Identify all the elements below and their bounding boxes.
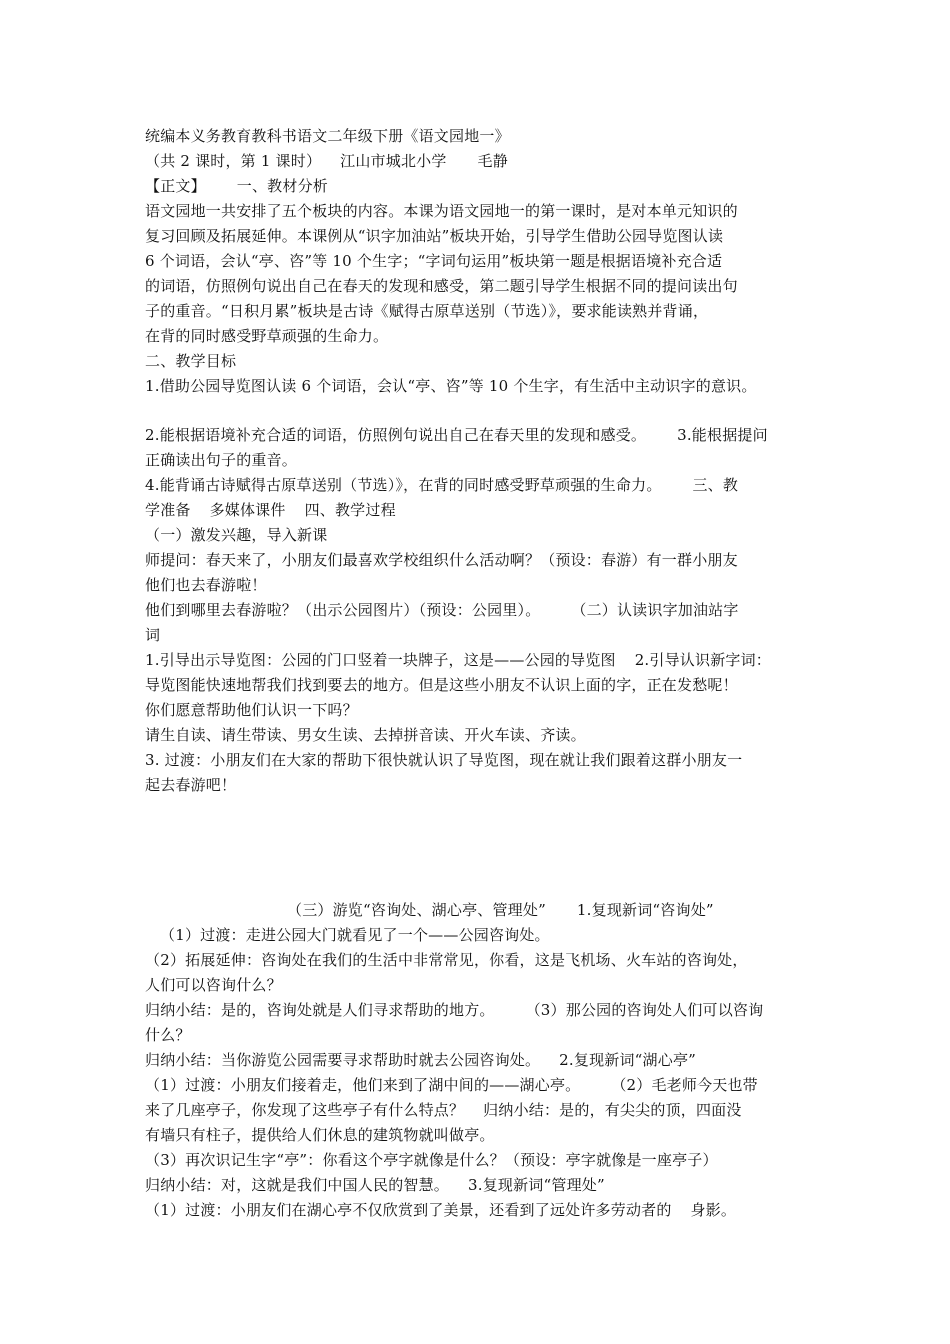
part-2-title: （二）认读识字加油站字	[571, 601, 739, 619]
part-3-summary-1: 归纳小结：是的，咨询处就是人们寻求帮助的地方。	[145, 1001, 495, 1019]
part-2-step-3-cont: 起去春游吧！	[145, 776, 237, 794]
part-2-step-2: 2.引导认识新字词：	[634, 651, 771, 669]
part-3-summary-2-line	[145, 1048, 696, 1072]
part-2-step-1-line	[145, 648, 771, 672]
section-2-title: 二、教学目标	[145, 352, 237, 370]
part-3-summary-3-line	[145, 1173, 605, 1197]
part-3-step-5: （2）毛老师今天也带	[611, 1076, 758, 1094]
part-3-summary-1-line	[145, 998, 763, 1022]
part-3-word-3: 3.复现新词“管理处”	[467, 1176, 605, 1194]
doc-title	[145, 124, 510, 148]
part-3-step-4: （1）过渡：小朋友们接着走，他们来到了湖中间的——湖心亭。	[145, 1076, 581, 1094]
part-3-step-3: （3）那公园的咨询处人们可以咨询	[525, 1001, 764, 1019]
part-3-title: （三）游览“咨询处、湖心亭、管理处”	[287, 901, 546, 919]
part-3-step-7-line	[145, 1198, 736, 1222]
analysis-line: 在背的同时感受野草顽强的生命力。	[145, 327, 389, 345]
meta-school: 江山市城北小学	[340, 152, 447, 170]
part-3-title-line	[287, 898, 714, 922]
goal-2: 2.能根据语境补充合适的词语，仿照例句说出自己在春天里的发现和感受。	[145, 426, 647, 444]
analysis-line: 的词语，仿照例句说出自己在春天的发现和感受，第二题引导学生根据不同的提问读出句	[145, 277, 738, 295]
body-header	[145, 174, 328, 198]
part-2-step-2-cont: 你们愿意帮助他们认识一下吗？	[145, 701, 358, 719]
part-3-step-4-line	[145, 1073, 758, 1097]
goal-1: 1.借助公园导览图认读 6 个词语，会认“亭、咨”等 10 个生字，有生活中主动识字的意识。	[145, 377, 757, 395]
section-3-title: 三、教	[692, 476, 739, 494]
part-2-step-3: 3. 过渡：小朋友们在大家的帮助下很快就认识了导览图，现在就让我们跟着这群小朋友一	[145, 751, 743, 769]
part-3-step-3-cont: 什么？	[145, 1026, 191, 1044]
analysis-line: 语文园地一共安排了五个板块的内容。本课为语文园地一的第一课时，是对本单元知识的	[145, 202, 738, 220]
part-3-summary-3: 归纳小结：对，这就是我们中国人民的智慧。	[145, 1176, 450, 1194]
part-3-step-7: （1）过渡：小朋友们在湖心亭不仅欣赏到了美景，还看到了远处许多劳动者的	[145, 1201, 672, 1219]
part-3-step-5-cont: 来了几座亭子，你发现了这些亭子有什么特点？	[145, 1101, 465, 1119]
prep-text: 多媒体课件	[209, 501, 286, 519]
goal-4: 4.能背诵古诗赋得古原草送别（节选）》，在背的同时感受野草顽强的生命力。	[145, 476, 662, 494]
part-3-word-1: 1.复现新词“咨询处”	[576, 901, 714, 919]
part-3-summary-3a: 归纳小结：是的，有尖尖的顶，四面没	[483, 1101, 742, 1119]
goal-3-cont: 正确读出句子的重音。	[145, 451, 298, 469]
analysis-line: 复习回顾及拓展延伸。本课例从“识字加油站”板块开始，引导学生借助公园导览图认读	[145, 227, 724, 245]
part-2-step-1: 1.引导出示导览图：公园的门口竖着一块牌子，这是——公园的导览图	[145, 651, 616, 669]
part-2-title-cont: 词	[145, 626, 161, 644]
meta-period: （共 2 课时，第 1 课时）	[145, 152, 322, 170]
part-3-step-1: （1）过渡：走进公园大门就看见了一个——公园咨询处。	[160, 926, 550, 944]
part-3-step-7-cont: 身影。	[690, 1201, 737, 1219]
goal-3: 3.能根据提问	[677, 426, 768, 444]
part-3-step-6: （3）再次识记生字“亭”：你看这个亭字就像是什么？（预设：亭字就像是一座亭子）	[145, 1151, 718, 1169]
part-3-step-2: （2）拓展延伸：咨询处在我们的生活中非常常见，你看，这是飞机场、火车站的咨询处，	[145, 951, 748, 969]
prep-line	[145, 498, 396, 522]
goal-2-line	[145, 423, 768, 447]
title-text: 统编本义务教育教科书语文二年级下册《语文园地一》	[145, 127, 510, 145]
part-2-reading: 请生自读、请生带读、男女生读、去掉拼音读、开火车读、齐读。	[145, 726, 586, 744]
doc-meta	[145, 149, 508, 173]
analysis-line: 6 个词语，会认“亭、咨”等 10 个生字；“字词句运用”板块第一题是根据语境补充合适	[145, 252, 723, 270]
part-3-summary-3a-cont: 有墙只有柱子，提供给人们休息的建筑物就叫做亭。	[145, 1126, 495, 1144]
section-1-title: 一、教材分析	[236, 177, 328, 195]
part-1-q2-line	[145, 598, 739, 622]
part-3-word-2: 2.复现新词“湖心亭”	[559, 1051, 697, 1069]
part-1-question-2: 他们到哪里去春游啦？（出示公园图片）（预设：公园里）。	[145, 601, 541, 619]
part-3-step-5-cont-line	[145, 1098, 742, 1122]
body-label: 【正文】	[145, 177, 206, 195]
part-1-question-cont: 他们也去春游啦！	[145, 576, 267, 594]
section-4-title: 四、教学过程	[304, 501, 396, 519]
meta-author: 毛静	[477, 152, 508, 170]
part-2-step-2-cont: 导览图能快速地帮我们找到要去的地方。但是这些小朋友不认识上面的字，正在发愁呢！	[145, 676, 738, 694]
section-3-title-cont: 学准备	[145, 501, 191, 519]
analysis-line: 子的重音。“日积月累”板块是古诗《赋得古原草送别（节选）》，要求能读熟并背诵，	[145, 302, 709, 320]
part-1-title: （一）激发兴趣，导入新课	[145, 526, 328, 544]
goal-4-line	[145, 473, 738, 497]
part-1-question: 师提问：春天来了，小朋友们最喜欢学校组织什么活动啊？（预设：春游）有一群小朋友	[145, 551, 738, 569]
part-3-step-2-cont: 人们可以咨询什么？	[145, 976, 282, 994]
part-3-summary-2: 归纳小结：当你游览公园需要寻求帮助时就去公园咨询处。	[145, 1051, 541, 1069]
